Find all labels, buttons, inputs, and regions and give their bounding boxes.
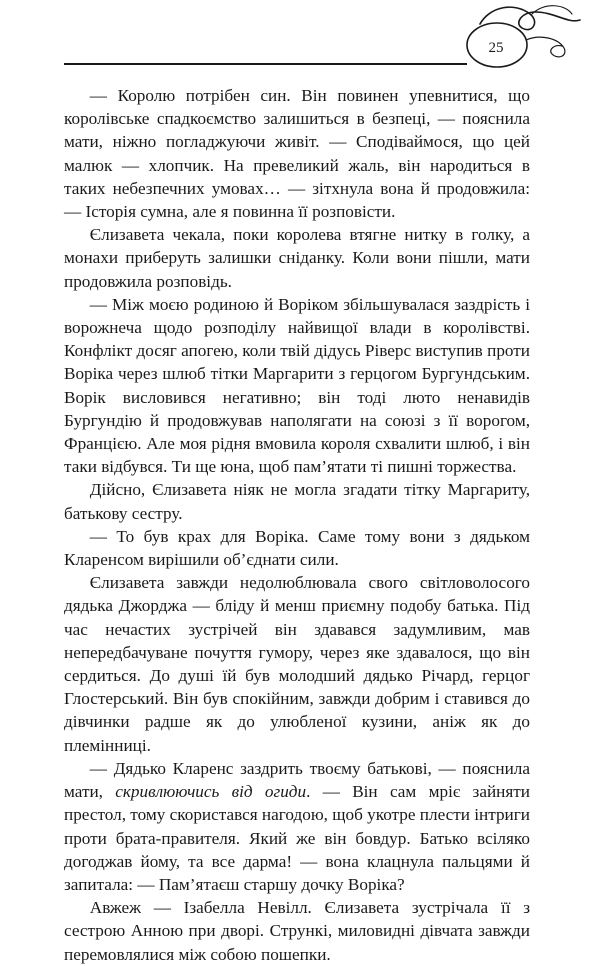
- paragraph: — Королю потрібен син. Він повинен упевнитися, що королівське спадкоємство залишиться в безпеці, — пояснила мати, ніжно погладжуючи живіт. — Сподіваймося, що цей малюк — хлопчик. На превеликий жаль, він народиться в таких небезпечних умовах… — зітхнула вона й продовжила: — Історія сумна, але я повинна її розповісти.: [64, 86, 530, 222]
- italic-phrase: скривлюючись від огиди: [115, 782, 307, 802]
- paragraph: [64, 757, 530, 896]
- paragraph-text: . — Він сам мріє зайняти престол, тому скористався нагодою, щоб укотре плести інтриги проти брата-правителя. Який же він бовдур. Батько всіляко догоджав йому, та все дарма! — вона клацнула пальцями й запитала: — Пам’ятаєш старшу дочку Воріка?: [64, 782, 530, 894]
- page-number: 25: [488, 40, 504, 56]
- paragraph: — То був крах для Воріка. Саме тому вони з дядьком Кларенсом вирішили об’єднати сили.: [64, 526, 530, 570]
- paragraph: Авжеж — Ізабелла Невілл. Єлизавета зустрічала її з сестрою Анною при дворі. Стрункі, миловидні дівчата завжди перемовлялися між собою пошепки.: [64, 898, 530, 964]
- flourish-ornament: [440, 0, 600, 80]
- paragraph: — Між моєю родиною й Воріком збільшувалася заздрість і ворожнеча щодо розподілу найвищої влади в королівстві. Конфлікт досяг апогею, коли твій дідусь Ріверс виступив проти Воріка через шлюб тітки Маргарити з герцогом Бургундським. Ворік висловився негативно; він тоді люто ненавидів Бургундію й продовжував наполягати на союзі з її ворогом, Францією. Але моя рідня вмовила короля схвалити шлюб, і він таки відбувся. Ти ще юна, щоб пам’ятати ті пишні торжества.: [64, 294, 530, 477]
- paragraph-text: — Дядько Кларенс заздрить твоєму батькові, — пояснила мати,: [64, 758, 530, 802]
- paragraph: Дійсно, Єлизавета ніяк не могла згадати тітку Маргариту, батькову сестру.: [64, 480, 530, 523]
- header-rule: [64, 63, 467, 65]
- text-body: [64, 84, 530, 966]
- paragraph: Єлизавета чекала, поки королева втягне нитку в голку, а монахи приберуть залишки сніданку. Коли вони пішли, мати продовжила розповідь.: [64, 225, 530, 291]
- paragraph: Єлизавета завжди недолюблювала свого світловолосого дядька Джорджа — бліду й менш приємну подобу батька. Під час нечастих зустрічей він здавався задумливим, мав непередбачуване почуття гумору, через яке здавалося, що він сердиться. До душі їй був молодший дядько Річард, герцог Глостерський. Він був спокійним, завжди добрим і ставився до дівчинки радше як до улюбленої кузини, аніж як до племінниці.: [64, 573, 530, 755]
- page-header: [0, 0, 600, 80]
